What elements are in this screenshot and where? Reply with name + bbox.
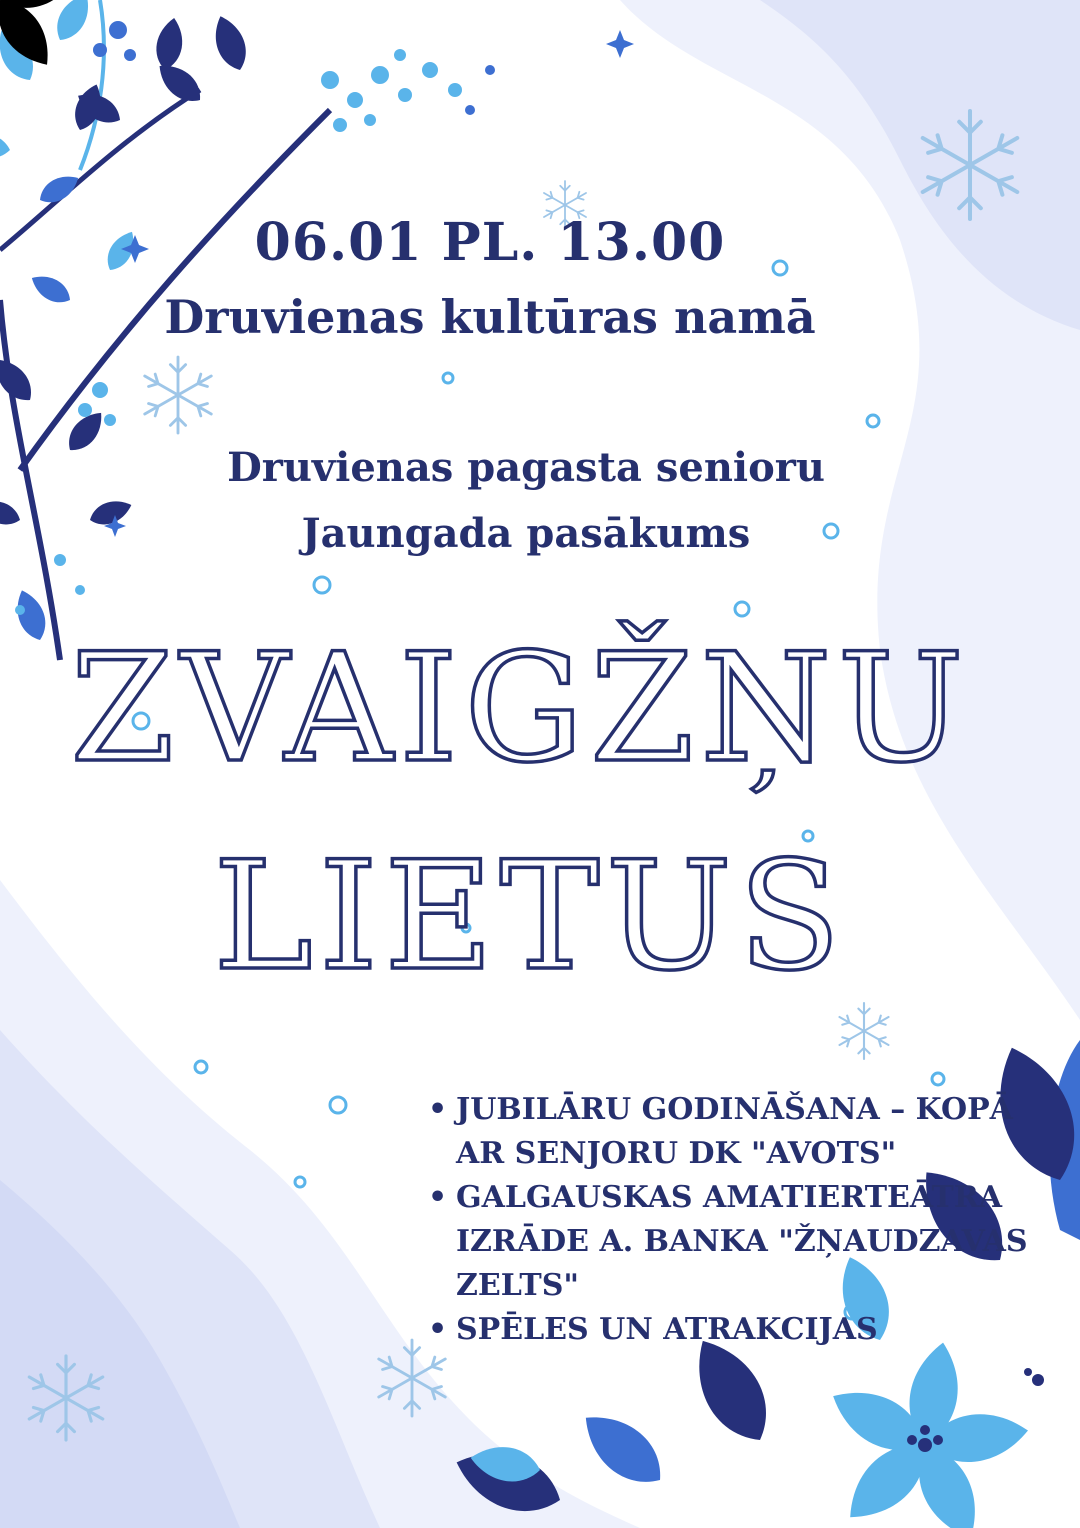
event-subtitle-line2: Jaungada pasākums xyxy=(301,510,751,557)
event-title-line2: LIETUS xyxy=(213,830,847,1004)
event-title-line1: ZVAIGŽŅU xyxy=(70,622,970,796)
program-item: • JUBILĀRU GODINĀŠANA – KOPĀ AR SENJORU DK "AVOTS" xyxy=(428,1088,1028,1176)
event-subtitle-line1: Druvienas pagasta senioru xyxy=(227,444,825,491)
snowflake-icon xyxy=(840,1003,889,1059)
event-date-time: 06.01 PL. 13.00 xyxy=(254,212,726,273)
snowflake-icon xyxy=(145,357,212,433)
event-venue: Druvienas kultūras namā xyxy=(164,290,816,344)
program-item: • GALGAUSKAS AMATIERTEĀTRA IZRĀDE A. BANKA "ŽŅAUDZAVAS ZELTS" xyxy=(428,1176,1028,1308)
program-item: • SPĒLES UN ATRAKCIJAS xyxy=(428,1308,1028,1352)
program-list xyxy=(428,1088,1028,1352)
